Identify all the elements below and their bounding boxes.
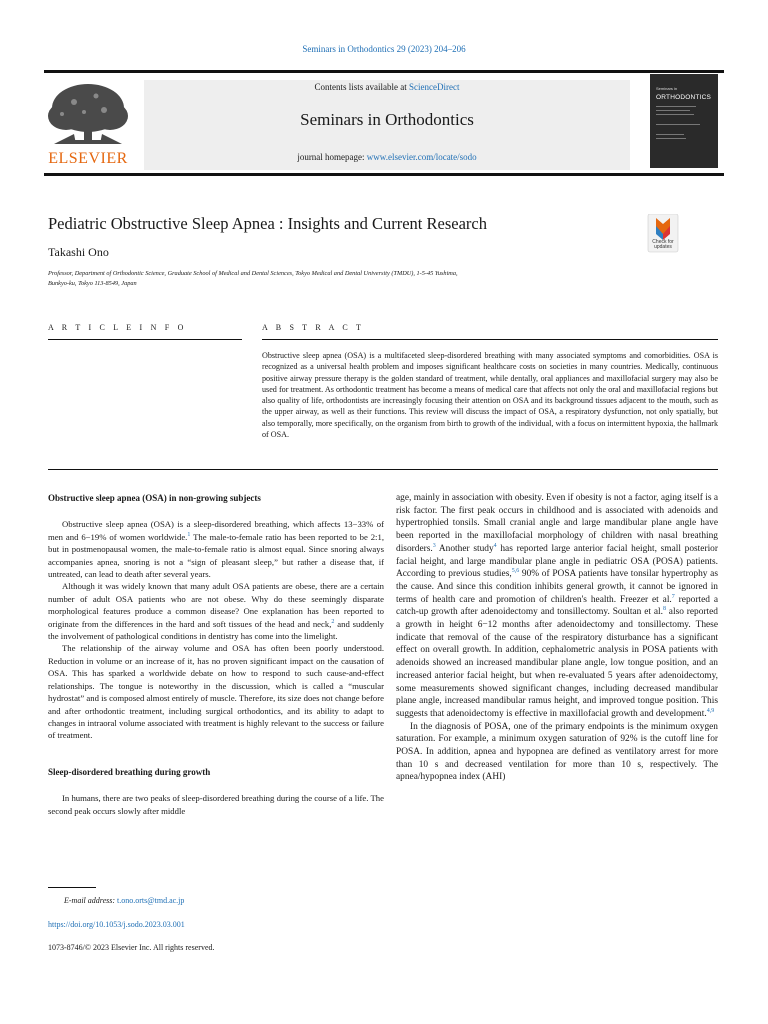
paragraph: In humans, there are two peaks of sleep-disordered breathing during the course of a life. The second peak occurs slowly after middle: [48, 793, 384, 816]
ref-link[interactable]: 4: [493, 542, 497, 549]
ref-link[interactable]: 5,6: [511, 568, 520, 575]
abstract-rule: [262, 339, 718, 340]
cover-small-text: Seminars in: [656, 86, 678, 91]
article-title: Pediatric Obstructive Sleep Apnea : Insights and Current Research: [48, 214, 487, 233]
ref-link[interactable]: 8: [662, 606, 666, 613]
elsevier-wordmark[interactable]: ELSEVIER: [48, 150, 128, 167]
email-link[interactable]: t.ono.orts@tmd.ac.jp: [117, 896, 185, 905]
paragraph: age, mainly in association with obesity. Even if obesity is not a factor, aging itself is a risk factor. The first peak occurs in childhood and is associated with adenoids and hypertrophied tonsils. Small cranial angle and large mandibular plane angle have been reported in the maxillofacial morphology of children with nasal breathing disorders.$^3$ Another study$^4$ has reported large anterior facial height, small posterior facial height, and large mandibular plane angle in pediatric OSA (POSA) patients. According to previous studies,$^{5,6}$ 90% of POSA patients have tonsilar hypertrophy as the cause. And since this condition inhibits general growth, it cannot be ignored in terms of health care and promotion of children's health. Freezer et al.$^7$ reported a catch-up growth after adenoidectomy and tonsillectomy. Soultan et al.$^8$ also reported a growth in height 6−12 months after adenoidectomy and tonsillectomy. These indicate that removal of the cause of the respiratory disturbance has a significant effect on overall growth. In addition, cephalometric analysis in POSA patients with adenoids showed an increased mandibular plane angle, low tongue position, and an increased anterior facial height, but when re-evaluated 5 years after adenoidectomy, some measurements showed significant changes, including decreased mandibular plane angle, increased mandibular ramus height, and improved tongue position. This suggests that adenoidectomy is effective in maxillofacial growth and development.$^{4,9}$: [396, 493, 718, 719]
article-info-heading: A R T I C L E I N F O: [48, 323, 187, 332]
homepage-line: [144, 152, 630, 162]
ref-link[interactable]: 2: [331, 618, 335, 625]
sciencedirect-link[interactable]: ScienceDirect: [409, 82, 460, 92]
abstract-text: Obstructive sleep apnea (OSA) is a multifaceted sleep-disordered breathing with many associated symptoms and comorbidities. OSA is recognized as a universal health problem and imposes significant healthcare costs on societies in many countries. Medically, continuous positive airway pressure therapy is the golden standard of treatment, while dentally, oral appliances and maxillofacial surgery may also be used for treatment. As orthodontic treatment has become a means of medical care that affects not only the oral and maxillofacial regions but also quality of life, orthodontists are increasingly focusing their attention on OSA and its background tissues adjacent to the mouth, such as the upper airway, as well as their functions. This review will discuss the impact of OSA, a respiratory dysfunction, not only spatially, but also temporally, more specifically, on the organism from birth to growth of the individual, with a focus on intermittent hypoxia, the hallmark of OSA.: [262, 351, 718, 440]
author-affiliation: Professor, Department of Orthodontic Science, Graduate School of Medical and Dental Sciences, Tokyo Medical and Dental University (TMDU), 1-5-45 Yushima, Bunkyo-ku, Tokyo 113-8549, Japan: [48, 270, 458, 287]
crossmark-label: Check for updates: [652, 239, 674, 250]
homepage-link[interactable]: www.elsevier.com/locate/sodo: [366, 152, 477, 162]
paragraph: Although it was widely known that many adult OSA patients are obese, there are a certain number of adult OSA patients who are not obese. Why do these seemingly disparate morphological features produce a common disease? One explanation has been reported to originate from the differences in the hard and soft tissues of the head and neck,$^2$ and suddenly the involvement of pathological conditions in dentistry has come into the limelight.: [48, 581, 384, 642]
journal-citation[interactable]: Seminars in Orthodontics 29 (2023) 204–206: [302, 44, 466, 54]
doi-link[interactable]: https://doi.org/10.1053/j.sodo.2023.03.001: [48, 920, 185, 929]
contents-prefix: Contents lists available at: [314, 82, 409, 92]
abstract-heading: A B S T R A C T: [262, 323, 365, 332]
masthead-bottom-rule: [44, 173, 724, 176]
body-column-left: [48, 492, 384, 817]
contents-line: [144, 82, 630, 92]
journal-name: Seminars in Orthodontics: [300, 110, 474, 129]
homepage-prefix: journal homepage:: [297, 152, 367, 162]
ref-link[interactable]: 4,9: [706, 707, 715, 714]
journal-cover-thumbnail[interactable]: [650, 74, 718, 168]
email-label: E-mail address:: [64, 896, 118, 905]
cover-title: ORTHODONTICS: [656, 94, 712, 101]
paragraph: Obstructive sleep apnea (OSA) is a sleep-disordered breathing, which affects 13−33% of men and 6−19% of women worldwide.$^1$ The male-to-female ratio has been reported to be 2:1, but in postmenopausal women, the male-to-female ratio is almost equal. Since snoring always accompanies apnea, snoring is not a “sign of pleasant sleep,” but rather a disease that, if untreated, can lead to death after several years.: [48, 519, 384, 580]
footnote-rule: [48, 887, 96, 888]
article-info-rule: [48, 339, 242, 340]
masthead-top-rule: [44, 70, 724, 73]
author-name: Takashi Ono: [48, 245, 109, 259]
copyright-line: 1073-8746/© 2023 Elsevier Inc. All rights reserved.: [48, 943, 215, 952]
ref-link[interactable]: 1: [187, 531, 191, 538]
paragraph: The relationship of the airway volume and OSA has often been poorly understood. Reduction in volume or an increase of it, has no proven significant impact on the causation of OSA. This has sparked a worldwide debate on how to respond to such cause-and-effect relationships. The tongue is noteworthy in the discussion, which is called a “muscular hydrostat” and is composed almost entirely of muscle. Therefore, its size does not change before and after orthodontic treatment, including surgical orthodontics, and its ability to adapt to changes in intraoral volume associated with treatment is highly relevant to the success or failure of treatment.: [48, 643, 384, 741]
section-heading-growth: Sleep-disordered breathing during growth: [48, 766, 211, 777]
abstract-bottom-rule: [48, 469, 718, 470]
ref-link[interactable]: 3: [432, 542, 436, 549]
body-column-right: [396, 492, 718, 784]
section-heading-osa-nongrowing: Obstructive sleep apnea (OSA) in non-growing subjects: [48, 493, 261, 503]
ref-link[interactable]: 7: [671, 593, 675, 600]
email-footnote: [64, 896, 184, 905]
paragraph: In the diagnosis of POSA, one of the primary endpoints is the minimum oxygen saturation. For example, a minimum oxygen saturation of 92% is the cutoff line for POSA. In addition, apnea and hypopnea are defined as ventilatory arrest for more than 10 s and decreased ventilation for more than 10 s, respectively. The apnea/hypopnea index (AHI): [396, 721, 718, 783]
